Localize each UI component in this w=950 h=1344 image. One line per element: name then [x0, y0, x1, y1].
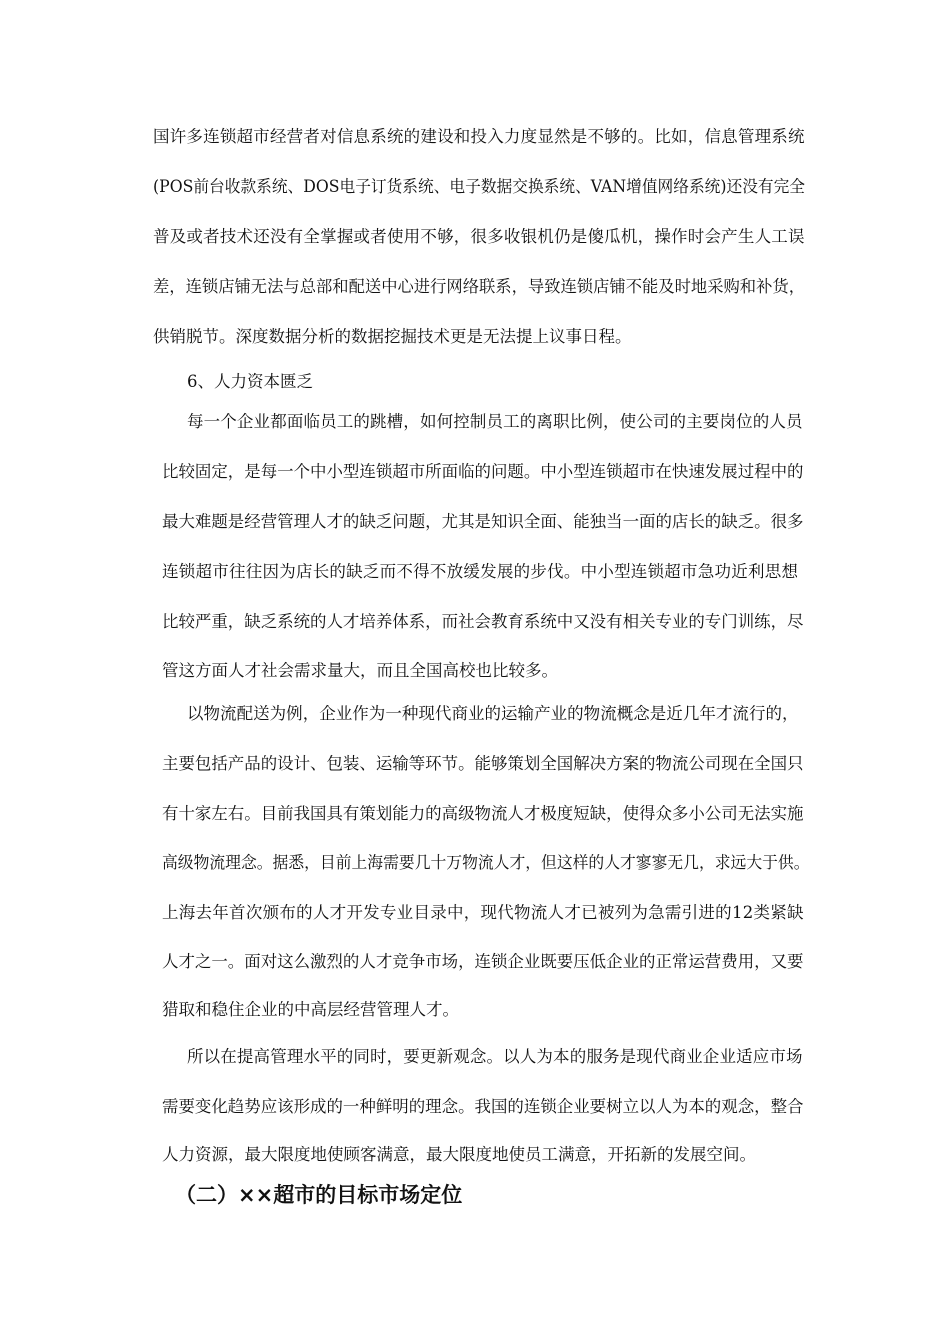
section-subheading: 6、人力资本匮乏 — [187, 372, 313, 391]
text-line: 主要包括产品的设计、包装、运输等环节。能够策划全国解决方案的物流公司现在全国只 — [162, 754, 804, 773]
text-line: 上海去年首次颁布的人才开发专业目录中，现代物流人才已被列为急需引进的12类紧缺 — [162, 903, 804, 922]
text-line: (POS前台收款系统、DOS电子订货系统、电子数据交换系统、VAN增值网络系统)还没有完全 — [153, 177, 806, 196]
text-line: 需要变化趋势应该形成的一种鲜明的理念。我国的连锁企业要树立以人为本的观念，整合 — [162, 1097, 804, 1116]
text-line: 普及或者技术还没有全掌握或者使用不够，很多收银机仍是傻瓜机，操作时会产生人工误 — [153, 227, 805, 246]
text-line: 最大难题是经营管理人才的缺乏问题，尤其是知识全面、能独当一面的店长的缺乏。很多 — [162, 512, 804, 531]
text-line: 人才之一。面对这么激烈的人才竞争市场，连锁企业既要压低企业的正常运营费用，又要 — [162, 952, 804, 971]
text-line: 供销脱节。深度数据分析的数据挖掘技术更是无法提上议事日程。 — [153, 327, 632, 346]
text-line: 以物流配送为例，企业作为一种现代商业的运输产业的物流概念是近几年才流行的， — [187, 704, 799, 723]
text-line: 所以在提高管理水平的同时，要更新观念。以人为本的服务是现代商业企业适应市场 — [187, 1047, 803, 1066]
text-line: 差，连锁店铺无法与总部和配送中心进行网络联系，导致连锁店铺不能及时地采购和补货， — [153, 277, 805, 296]
text-line: 每一个企业都面临员工的跳槽，如何控制员工的离职比例，使公司的主要岗位的人员 — [187, 412, 803, 431]
text-line: 管这方面人才社会需求量大，而且全国高校也比较多。 — [162, 661, 558, 680]
text-line: 国许多连锁超市经营者对信息系统的建设和投入力度显然是不够的。比如，信息管理系统 — [153, 127, 805, 146]
text-line: 比较固定，是每一个中小型连锁超市所面临的问题。中小型连锁超市在快速发展过程中的 — [162, 462, 804, 481]
text-line: 连锁超市往往因为店长的缺乏而不得不放缓发展的步伐。中小型连锁超市急功近利思想 — [162, 562, 799, 581]
section-heading: （二）××超市的目标市场定位 — [175, 1183, 463, 1207]
text-line: 人力资源，最大限度地使顾客满意，最大限度地使员工满意，开拓新的发展空间。 — [162, 1145, 756, 1164]
text-line: 猎取和稳住企业的中高层经营管理人才。 — [162, 1000, 459, 1019]
text-line: 有十家左右。目前我国具有策划能力的高级物流人才极度短缺，使得众多小公司无法实施 — [162, 804, 804, 823]
text-line: 高级物流理念。据悉，目前上海需要几十万物流人才，但这样的人才寥寥无几，求远大于供。 — [162, 853, 810, 872]
text-line: 比较严重，缺乏系统的人才培养体系，而社会教育系统中又没有相关专业的专门训练，尽 — [162, 612, 804, 631]
